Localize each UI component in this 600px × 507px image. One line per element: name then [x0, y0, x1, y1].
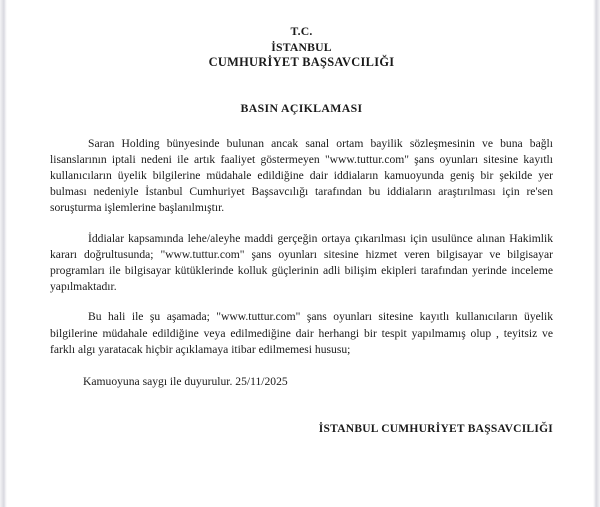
signature-block: İSTANBUL CUMHURİYET BAŞSAVCILIĞI	[318, 423, 553, 436]
closing-line: Kamuoyuna saygı ile duyurulur. 25/11/2025	[83, 374, 288, 388]
body-paragraph: İddialar kapsamında lehe/aleyhe maddi gerçeğin ortaya çıkarılması için usulünce alınan Hakimlik kararı doğrultusunda; "www.tuttur.com" şans oyunları sitesine hizmet veren bilgisayar ve bilgisayar programları ile bilgisayar kütüklerinde kolluk güçlerinin adli bilişim ekipleri tarafından yerinde inceleme yapılmaktadır.	[50, 231, 553, 294]
page-left-edge-shadow	[0, 0, 7, 507]
body-paragraph: Saran Holding bünyesinde bulunan ancak sanal ortam bayilik sözleşmesinin ve buna bağlı lisanslarının iptali nedeni ile artık faaliyet göstermeyen "www.tuttur.com" şans oyunları sitesine kayıtlı kullanıcıların üyelik bilgilerine müdahale edildiğine dair iddiaların kamuoyunda geniş bir şekilde yer bulması nedeniyle İstanbul Cumhuriyet Başsavcılığı tarafından bu iddiaların araştırılması için re'sen soruşturma işlemlerine başlanılmıştır.	[50, 136, 553, 215]
letterhead-line-city: İSTANBUL	[271, 40, 332, 54]
letterhead-line-tc: T.C.	[290, 25, 313, 38]
body-paragraph: Bu hali ile şu aşamada; "www.tuttur.com" şans oyunları sitesine kayıtlı kullanıcıların üyelik bilgilerine müdahale edildiğine veya edilmediğine dair herhangi bir tespit yapılmamış olup , teyitsiz ve farklı algı yaratacak hiçbir açıklamaya itibar edilmemesi hususu;	[50, 310, 553, 356]
document-body	[50, 136, 553, 391]
page-title: BASIN AÇIKLAMASI	[240, 100, 363, 115]
document-sheet	[50, 0, 553, 435]
page-right-edge-shadow	[593, 0, 600, 507]
letterhead	[50, 0, 553, 71]
letterhead-line-office: CUMHURİYET BAŞSAVCILIĞI	[208, 55, 395, 69]
